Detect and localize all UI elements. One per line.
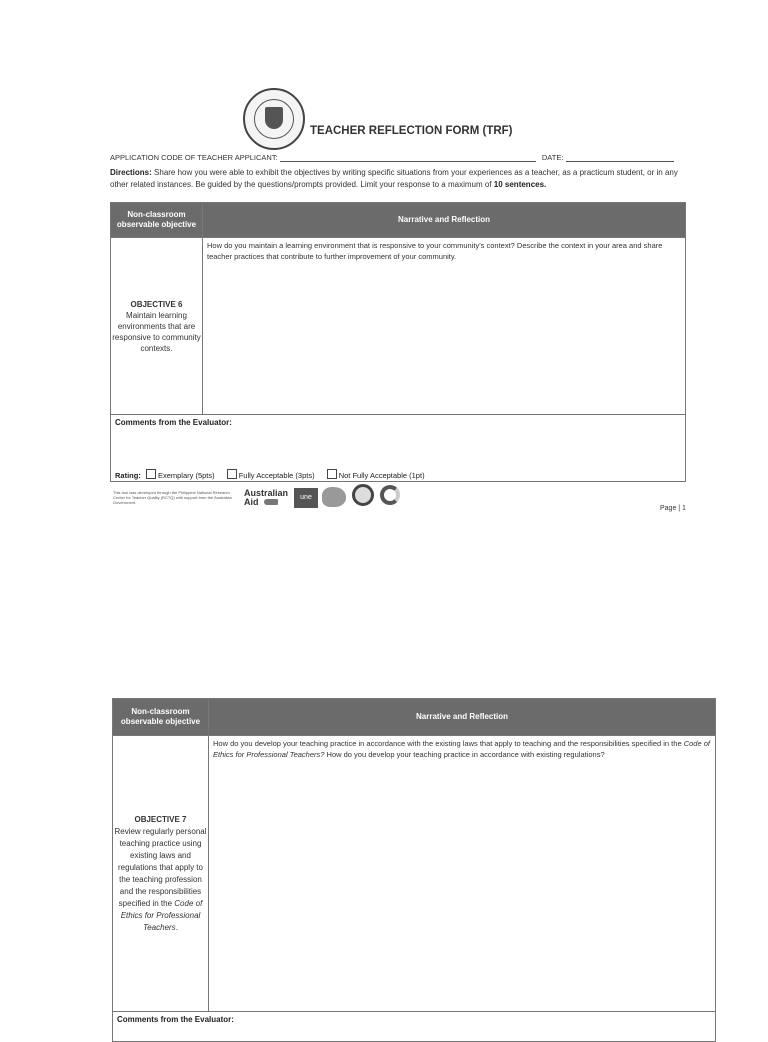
rating-label: Rating:	[115, 471, 141, 480]
rating-option-exemplary: Exemplary (5pts)	[157, 471, 215, 480]
narrative-response-area[interactable]	[209, 736, 716, 1012]
form-title: TEACHER REFLECTION FORM (TRF)	[310, 125, 513, 137]
university-seal-icon	[352, 484, 374, 506]
rating-row	[115, 469, 425, 480]
aus-aid-line1: Australian	[244, 488, 289, 498]
comments-label: Comments from the Evaluator:	[117, 1015, 234, 1024]
objective-cell	[111, 238, 203, 415]
narrative-prompt-italic: Code of Ethics for Professional Teachers?	[213, 739, 710, 759]
kangaroo-icon	[264, 499, 278, 505]
date-field[interactable]	[566, 161, 674, 162]
reflection-table-objective-6	[110, 202, 686, 482]
reflection-table-objective-7	[112, 698, 716, 1042]
rating-option-fully-acceptable: Fully Acceptable (3pts)	[238, 471, 315, 480]
objective-title: OBJECTIVE 6	[130, 299, 183, 309]
narrative-prompt: How do you maintain a learning environment that is responsive to your community's context? Describe the context in your area and share teacher practices that contribute to further improvement of your community.	[207, 241, 663, 261]
header-narrative-column: Narrative and Reflection	[209, 699, 716, 736]
checkbox-exemplary[interactable]	[146, 469, 156, 479]
objective-cell: OBJECTIVE 7 Review regularly personal teaching practice using existing laws and regulations that apply to the teaching profession and the responsibilities specified in the Code of Ethics for Professional Teachers.	[113, 736, 209, 1012]
directions-text: Share how you were able to exhibit the objectives by writing specific situations from your experiences as a teacher, as a practicum student, or in any other related instances. Be guided by the questions/prompts provided. Limit your response to a maximum of	[110, 168, 678, 189]
comments-label: Comments from the Evaluator:	[115, 418, 232, 427]
objective-description-italic: Code of Ethics for Professional Teachers	[120, 898, 203, 932]
header-narrative-column: Narrative and Reflection	[203, 203, 686, 238]
checkbox-not-fully-acceptable[interactable]	[327, 469, 337, 479]
evaluator-comments-area[interactable]	[111, 415, 686, 482]
applicant-code-field[interactable]	[280, 161, 536, 162]
narrative-response-area[interactable]	[203, 238, 686, 415]
une-logo: une	[294, 488, 318, 508]
directions-label: Directions:	[110, 168, 152, 177]
applicant-code-label: APPLICATION CODE OF TEACHER APPLICANT:	[110, 153, 278, 162]
applicant-code-line	[110, 153, 674, 162]
date-label: DATE:	[541, 153, 564, 162]
page-number: Page | 1	[660, 505, 686, 512]
australia-map-icon	[322, 487, 346, 507]
objective-description: Maintain learning environments that are responsive to community contexts.	[112, 310, 201, 353]
directions-limit: 10 sentences.	[493, 179, 547, 189]
header-objective-column: Non-classroom observable objective	[111, 203, 203, 238]
narrative-prompt: How do you develop your teaching practice in accordance with the existing laws that apply to teaching and the responsibilities specified in the	[213, 739, 682, 748]
deped-seal-logo	[243, 88, 305, 150]
rctq-logo-icon	[380, 485, 400, 505]
directions	[110, 167, 690, 190]
aus-aid-line2: Aid	[244, 497, 259, 507]
narrative-prompt-continued: How do you develop your teaching practice in accordance with existing regulations?	[326, 750, 605, 759]
objective-description: Review regularly personal teaching practice using existing laws and regulations that apply to the teaching profession and the responsibilities specified in the	[114, 826, 207, 908]
objective-title: OBJECTIVE 7	[134, 814, 187, 824]
checkbox-fully-acceptable[interactable]	[227, 469, 237, 479]
footer-footnote: This tool was developed through the Philippine National Research Center for Teacher Quality (RCTQ) with support from the Australian Government.	[113, 490, 232, 505]
evaluator-comments-area[interactable]	[113, 1012, 716, 1042]
header-objective-column: Non-classroom observable objective	[113, 699, 209, 736]
rating-option-not-fully-acceptable: Not Fully Acceptable (1pt)	[338, 471, 425, 480]
